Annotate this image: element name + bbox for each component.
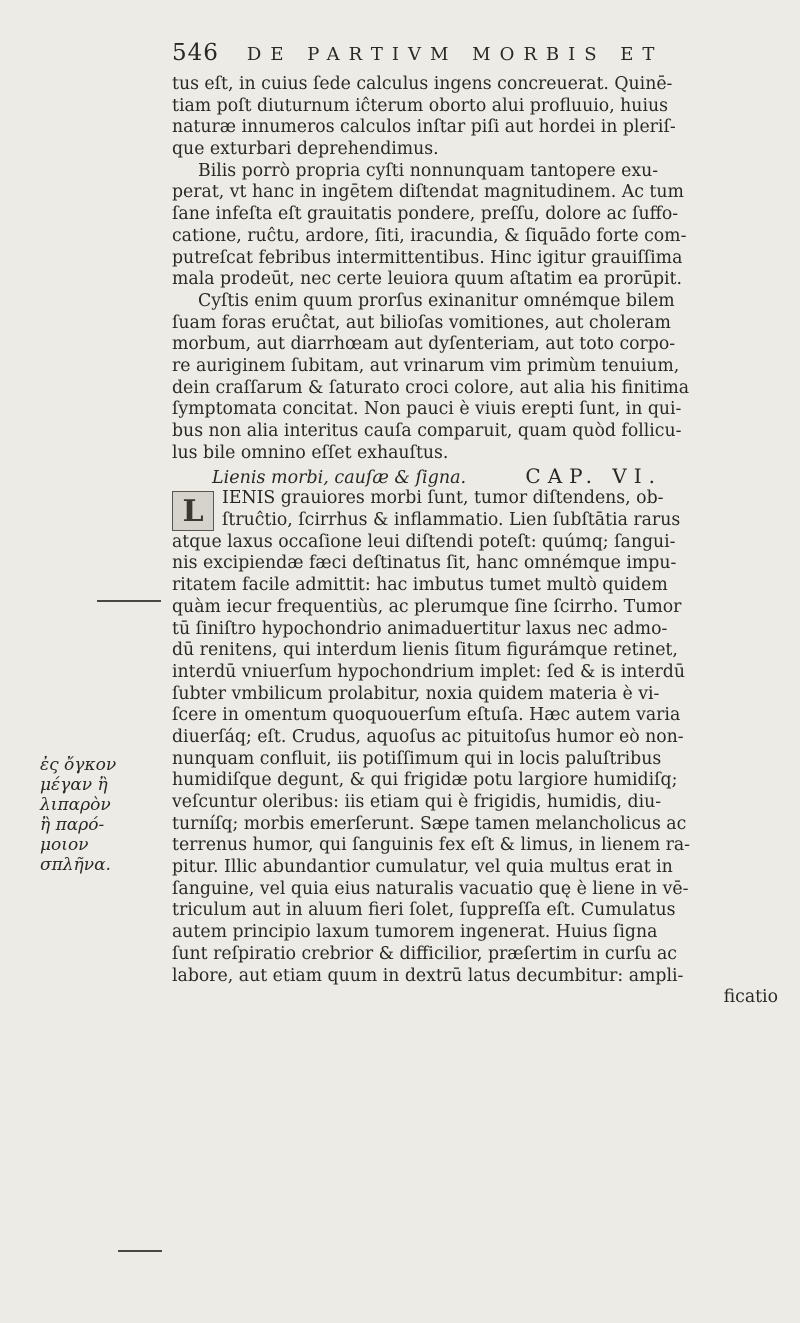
text-line: humidiſque degunt, & qui frigidæ potu largiore humidiſq; <box>172 770 678 791</box>
text-line: labore, aut etiam quum in dextrū latus decumbitur: ampli- <box>172 965 684 986</box>
text-line: bus non alia interitus cauſa comparuit, quam quòd follicu- <box>172 421 682 441</box>
body-text <box>172 74 782 1009</box>
chapter-heading <box>172 464 782 488</box>
text-line: re auriginem ſubitam, aut vrinarum vim primùm tenuium, <box>172 355 680 376</box>
text-line: naturæ innumeros calculos inſtar piſi aut hordei in pleriſ- <box>172 117 676 138</box>
text-line: quàm iecur frequentiùs, ac plerumque ſine ſcirrho. Tumor <box>172 596 682 617</box>
text-line: mala prodeūt, nec certe leuiora quum aſtatim ea prorūpit. <box>172 269 682 290</box>
text-line: interdū vniuerſum hypochondrium implet: ſed & is interdū <box>172 661 685 682</box>
margin-note-greek <box>40 755 150 875</box>
margin-note-line: σπλῆνα. <box>40 855 111 875</box>
margin-note-line: λιπαρὸν <box>40 795 111 815</box>
text-line: perat, vt hanc in ingētem diſtendat magnitudinem. Ac tum <box>172 182 684 203</box>
text-line: ſanguine, vel quia eius naturalis vacuatio quę è liene in vē- <box>172 878 689 899</box>
margin-note-line: ἢ παρό- <box>40 815 105 835</box>
text-line: Cyſtis enim quum prorſus exinanitur omnémque bilem <box>198 290 675 311</box>
text-line: diuerſáq; eſt. Crudus, aquoſus ac pituitoſus humor eò non- <box>172 726 684 747</box>
text-line: pitur. Illic abundantior cumulatur, vel quia multus erat in <box>172 857 673 878</box>
chapter-number: CAP. VI. <box>525 464 662 489</box>
text-line: ſtruĉtio, ſcirrhus & inflammatio. Lien ſubſtātia rarus <box>222 510 681 531</box>
text-line: dein craſſarum & ſaturato croci colore, aut alia his finitima <box>172 377 690 398</box>
text-line: ſcere in omentum quoquouerſum eſtuſa. Hæc autem varia <box>172 705 681 726</box>
running-title: DE PARTIVM MORBIS ET <box>246 44 664 65</box>
text-line: nunquam confluit, iis potiſſimum qui in locis paluſtribus <box>172 748 662 769</box>
margin-mark <box>118 1250 162 1252</box>
text-line: Bilis porrò propria cyſti nonnunquam tantopere exu- <box>198 160 659 181</box>
text-line: que exturbari deprehendimus. <box>172 139 439 160</box>
margin-mark <box>97 600 161 602</box>
initial-line-text: IENIS grauiores morbi ſunt, tumor diſtendens, ob- <box>222 488 664 509</box>
drop-initial: L <box>172 491 214 531</box>
text-line: terrenus humor, qui ſanguinis fex eſt & limus, in lienem ra- <box>172 835 691 856</box>
text-line: ſubter vmbilicum prolabitur, noxia quidem materia è vi- <box>172 683 660 704</box>
text-line: veſcuntur oleribus: iis etiam qui è frigidis, humidis, diu- <box>172 792 662 812</box>
text-line: lus bile omnino eſſet exhauſtus. <box>172 442 449 463</box>
text-line: putreſcat febribus intermittentibus. Hinc igitur grauiſſima <box>172 247 683 268</box>
text-line: ſuam foras eruĉtat, aut bilioſas vomitiones, aut choleram <box>172 312 671 333</box>
text-line: ritatem facile admittit: hac imbutus tumet multò quidem <box>172 575 668 596</box>
text-line: tus eſt, in cuius ſede calculus ingens concreuerat. Quinē- <box>172 74 673 94</box>
text-line: morbum, aut diarrhœam aut dyſenteriam, aut toto corpo- <box>172 334 676 355</box>
text-line: nis excipiendæ fæci deſtinatus ſit, hanc omnémque impu- <box>172 553 677 574</box>
catchword: ficatio <box>723 987 778 1008</box>
text-line: ſunt reſpiratio crebrior & difficilior, præſertim in curſu ac <box>172 943 677 964</box>
text-line: autem principio laxum tumorem ingenerat. Huius ſigna <box>172 922 658 943</box>
text-line: ſane infeſta eſt grauitatis pondere, preſſu, dolore ac ſuffo- <box>172 204 679 225</box>
page-header <box>172 40 762 74</box>
text-line: dū renitens, qui interdum lienis ſitum figurámque retinet, <box>172 640 678 661</box>
margin-note-line: μοιον <box>40 835 89 855</box>
margin-note-line: ἐς ὄγκον <box>40 755 117 775</box>
text-line: tū ſiniſtro hypochondrio animaduertitur laxus nec admo- <box>172 618 668 639</box>
page-number: 546 <box>172 40 219 66</box>
text-line: catione, ruĉtu, ardore, ſiti, iracundia, & ſiquādo forte com- <box>172 225 687 246</box>
text-line: turníſq; morbis emerſerunt. Sæpe tamen melancholicus ac <box>172 813 687 834</box>
text-line: ſymptomata concitat. Non pauci è viuis erepti ſunt, in qui- <box>172 399 682 420</box>
text-line: atque laxus occaſione leui diſtendi poteſt: quúmq; ſangui- <box>172 531 676 552</box>
text-line: triculum aut in aluum fieri ſolet, ſuppreſſa eſt. Cumulatus <box>172 900 676 921</box>
text-line: tiam poſt diuturnum iĉterum oborto alui profluuio, huius <box>172 95 668 116</box>
margin-note-line: μέγαν ἢ <box>40 775 108 795</box>
chapter-title: Lienis morbi, cauſæ & ſigna. <box>212 468 467 489</box>
